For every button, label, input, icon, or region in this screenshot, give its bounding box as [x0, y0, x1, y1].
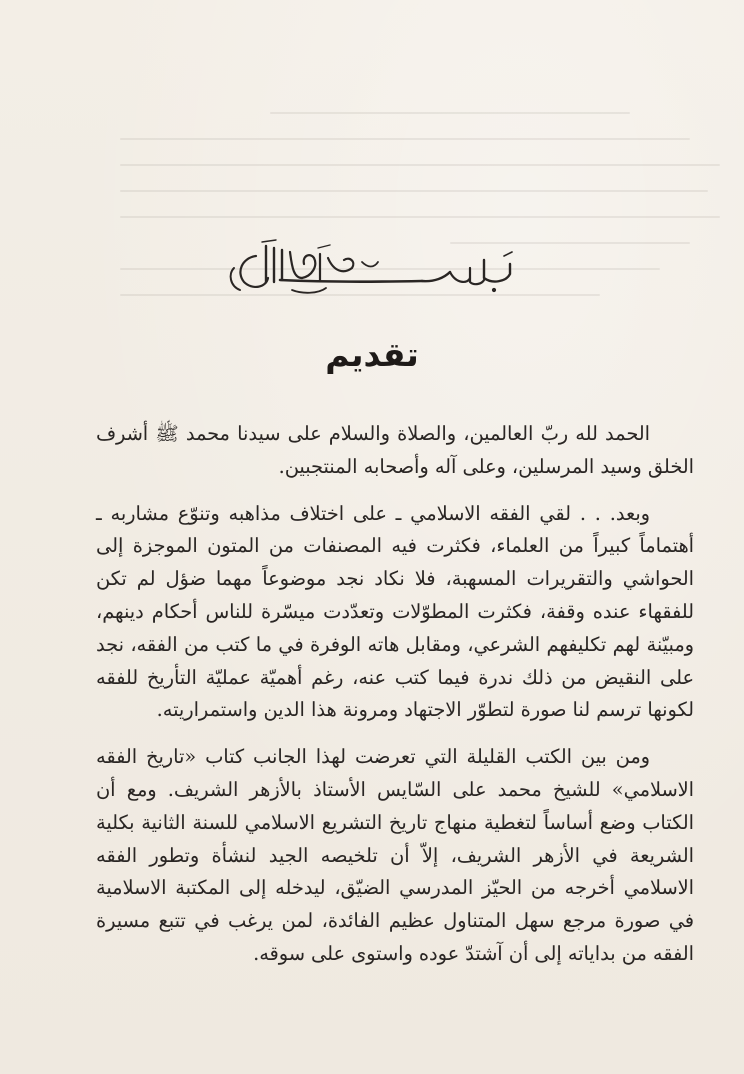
paragraph-fiqh-overview: وبعد. . . لقي الفقه الاسلامي ـ على اختلاف مذاهبه وتنوّع مشاربه ـ أهتماماً كبيراً من العلماء، فكثرت فيه المصنفات من المتون الموجزة إلى الحواشي والتقريرات المسهبة، فلا نكاد نجد موضوعاً مهما ضؤل لم تكن للفقهاء عنده وقفة، فكثرت المطوّلات وتعدّدت ميسّرة للناس أحكام دينهم، ومبيّنة لهم تكليفهم الشرعي، ومقابل هاته الوفرة في ما كتب من الفقه، نجد على النقيض من ذلك ندرة فيما كتب عنه، رغم أهميّة عمليّة التأريخ للفقه لكونها ترسم لنا صورة لتطوّر الاجتهاد ومرونة هذا الدين واستمراريته.	[96, 501, 694, 722]
reverse-side-bleed-through	[120, 88, 720, 368]
paragraph-opening-praise: الحمد لله ربّ العالمين، والصلاة والسلام على سيدنا محمد ﷺ أشرف الخلق وسيد المرسلين، وعلى آله وأصحابه المنتجبين.	[96, 422, 694, 478]
paragraph-book-description: ومن بين الكتب القليلة التي تعرضت لهذا الجانب كتاب «تاريخ الفقه الاسلامي» للشيخ محمد على السّايس الأستاذ بالأزهر الشريف. ومع أن الكتاب وضع أساساً لتغطية منهاج تاريخ التشريع الاسلامي للسنة الثانية بكلية الشريعة في الأزهر الشريف، إلاّ أن تلخيصه الجيد لنشأة وتطور الفقه الاسلامي أخرجه من الحيّز المدرسي الضيّق، ليدخله إلى المكتبة الاسلامية في صورة مرجع سهل المتناول عظيم الفائدة، لمن يرغب في تتبع مسيرة الفقه من بداياته إلى أن آشتدّ عوده واستوى على سوقه.	[96, 745, 694, 965]
basmala-calligraphy-drawing	[222, 238, 532, 298]
page-title: تقديم	[325, 335, 419, 374]
basmala-calligraphy	[222, 238, 532, 298]
introduction-body	[96, 418, 694, 971]
